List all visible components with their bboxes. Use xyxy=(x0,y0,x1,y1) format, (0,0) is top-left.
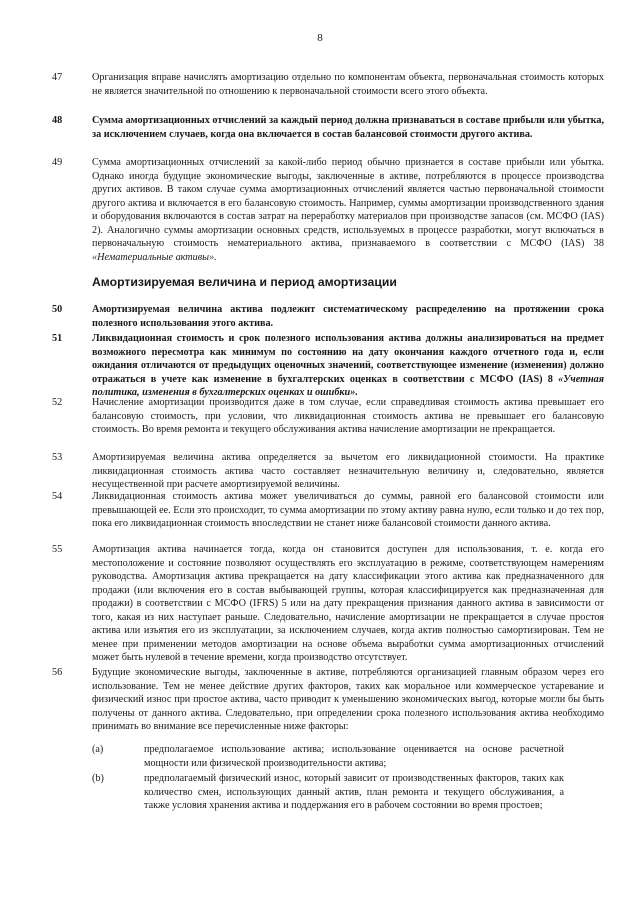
paragraph-text: Ликвидационная стоимость актива может увеличиваться до суммы, равной его балансовой стоимости или превышающей ее. Если это происходит, то сумма амортизации по этому активу равна нулю, если только и до тех пор, пока его ликвидационная стоимость впоследствии не станет ниже балансовой стоимости данного актива. xyxy=(92,491,604,529)
paragraph-number: 55 xyxy=(52,544,63,555)
paragraph-number: 50 xyxy=(52,304,63,315)
paragraph-text: Сумма амортизационных отчислений за каждый период должна признаваться в составе прибыли или убытка, за исключением случаев, когда она включается в состав балансовой стоимости другого актива. xyxy=(92,115,604,140)
paragraph-text xyxy=(92,332,604,400)
paragraph-text-main: Сумма амортизационных отчислений за какой-либо период обычно признается в составе прибыли или убытка. Однако иногда будущие экономические выгоды, заключенные в активе, потребляются в процессе производства других активов. В таком случае сумма амортизационных отчислений является частью первоначальной стоимости другого актива и включается в его балансовую стоимость. Например, суммы амортизации производственного здания и оборудования включаются в состав затрат на переработку материалов при производстве запасов (см. МСФО (IAS) 2). Аналогично суммы амортизации основных средств, используемых в процессе разработки, могут включаться в первоначальную стоимость нематериального актива, признаваемого в соответствии с МСФО (IAS) 38 xyxy=(92,157,604,249)
page-number: 8 xyxy=(317,32,323,44)
paragraph-text: Начисление амортизации производится даже в том случае, если справедливая стоимость актива превышает его балансовую стоимость, при условии, что ликвидационная стоимость актива не превышает его балансовую стоимость. Во время ремонта и текущего обслуживания актива начисление амортизации не прекращается. xyxy=(92,397,604,435)
paragraph-text: Будущие экономические выгоды, заключенные в активе, потребляются организацией главным образом через его использование. Тем не менее действие других факторов, таких как моральное или коммерческое устаревание и физический износ при простое актива, часто приводит к уменьшению экономических выгод, которые могли бы быть получены от данного актива. Следовательно, при определении срока полезного использования актива необходимо принимать во внимание все перечисленные ниже факторы: xyxy=(92,667,604,732)
paragraph-text-italic: «Нематериальные активы». xyxy=(92,251,217,263)
paragraph-number: 48 xyxy=(52,115,63,126)
paragraph-number: 56 xyxy=(52,667,63,678)
paragraph-number: 51 xyxy=(52,333,63,344)
paragraph-text xyxy=(92,156,604,264)
paragraph-number: 52 xyxy=(52,397,63,408)
list-item-text: предполагаемый физический износ, который зависит от производственных факторов, таких как количество смен, использующих данный актив, план ремонта и текущего обслуживания, а также условия хранения актива и поддержания его в рабочем состоянии во время простоев; xyxy=(144,773,564,811)
list-item-letter: (b) xyxy=(92,773,104,784)
paragraph-number: 49 xyxy=(52,157,63,168)
list-item-text: предполагаемое использование актива; использование оценивается на основе расчетной мощности или физической производительности актива; xyxy=(144,744,564,769)
paragraph-text: Амортизируемая величина актива подлежит систематическому распределению на протяжении срока полезного использования этого актива. xyxy=(92,304,604,329)
paragraph-text-italic: «Учетная политика, изменения в бухгалтерских оценках и ошибки». xyxy=(92,373,605,398)
section-heading: Амортизируемая величина и период амортизации xyxy=(92,275,397,289)
list-item-letter: (a) xyxy=(92,744,104,755)
paragraph-number: 54 xyxy=(52,491,63,502)
paragraph-text: Организация вправе начислять амортизацию отдельно по компонентам объекта, первоначальная стоимость которых не является значительной по отношению к первоначальной стоимости всего этого объекта. xyxy=(92,72,604,97)
paragraph-text: Амортизация актива начинается тогда, когда он становится доступен для использования, т. е. когда его местоположение и состояние позволяют осуществлять его эксплуатацию в режиме, соответствующем намерениям руководства. Амортизация актива прекращается на дату классификации этого актива как предназначенного для продажи (или включения его в состав выбывающей группы, которая классифицируется как предназначенная для продажи) в соответствии с МСФО (IFRS) 5 или на дату прекращения признания данного актива в зависимости от того, какая из них наступает раньше. Следовательно, начисление амортизации не прекращается в случае простоя актива или изъятия его из эксплуатации, за исключением случаев, когда актив полностью самортизирован. Тем не менее при применении методов амортизации на основе объема выработки сумма амортизационных отчислений может быть нулевой в течение времени, когда производство отсутствует. xyxy=(92,544,604,663)
paragraph-number: 53 xyxy=(52,452,63,463)
paragraph-text-main: Ликвидационная стоимость и срок полезного использования актива должны анализироваться на предмет возможного пересмотра как минимум по состоянию на дату окончания каждого отчетного года и, если ожидания отличаются от предыдущих оценочных значений, соответствующее изменение (изменения) должно отражаться в учете как изменение в бухгалтерских оценках в соответствии с МСФО (IAS) 8 xyxy=(92,333,604,385)
paragraph-number: 47 xyxy=(52,72,63,83)
paragraph-text: Амортизируемая величина актива определяется за вычетом его ликвидационной стоимости. На практике ликвидационная стоимость актива часто составляет незначительную величину и, следовательно, является несущественной при расчете амортизируемой величины. xyxy=(92,452,604,490)
